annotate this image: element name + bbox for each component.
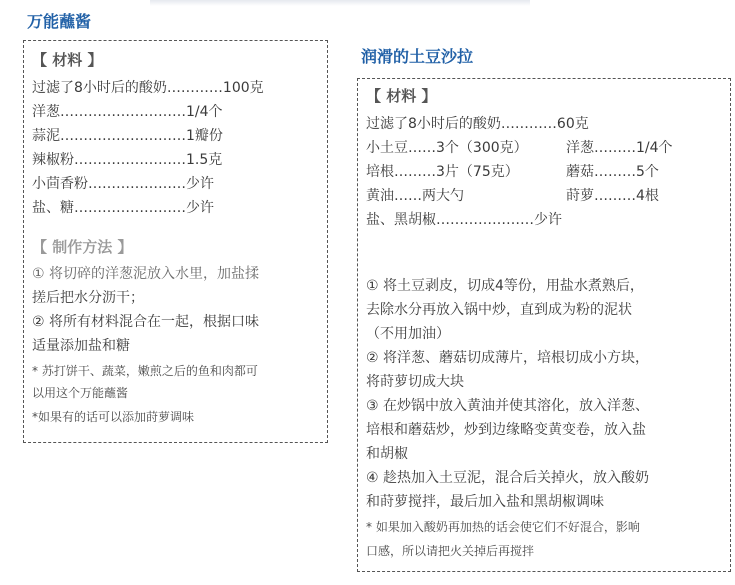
ingredient-row: 蒜泥………………………1瓣份: [32, 128, 223, 144]
left-ingredients-header: 【 材料 】: [32, 51, 103, 69]
method-step-line: 培根和蘑菇炒，炒到边缘略变黄变卷，放入盐: [366, 422, 646, 438]
note-line: * 苏打饼干、蔬菜，嫩煎之后的鱼和肉都可: [32, 364, 258, 378]
left-recipe-box: [23, 40, 328, 443]
ingredient-row: 辣椒粉……………………1.5克: [32, 152, 223, 168]
ingredient-row: 洋葱………1/4个: [566, 140, 673, 156]
ingredient-row: 盐、黑胡椒…………………少许: [366, 212, 562, 228]
method-step-line: ① 将切碎的洋葱泥放入水里，加盐揉: [32, 266, 260, 282]
ingredient-row: 蘑菇………5个: [566, 164, 659, 180]
top-shadow-bar: [150, 0, 530, 6]
ingredient-row: 洋葱………………………1/4个: [32, 104, 223, 120]
method-step-line: ③ 在炒锅中放入黄油并使其溶化，放入洋葱、: [366, 398, 649, 414]
ingredient-row: 莳萝………4根: [566, 188, 659, 204]
method-step-line: 将莳萝切成大块: [366, 374, 464, 390]
method-step-line: 和胡椒: [366, 446, 408, 462]
left-method-header: 【 制作方法 】: [32, 238, 133, 256]
method-step-line: 和莳萝搅拌，最后加入盐和黑胡椒调味: [366, 494, 604, 510]
note-line: *如果有的话可以添加莳萝调味: [32, 410, 195, 424]
method-step-line: 搓后把水分沥干；: [32, 290, 144, 306]
method-step-line: 适量添加盐和糖: [32, 338, 130, 354]
method-step-line: （不用加油）: [366, 326, 450, 342]
method-step-line: ② 将洋葱、蘑菇切成薄片，培根切成小方块，: [366, 350, 649, 366]
method-step-line: ④ 趁热加入土豆泥，混合后关掉火，放入酸奶: [366, 470, 649, 486]
ingredient-row: 培根………3片（75克）: [366, 164, 519, 180]
note-line: 口感，所以请把火关掉后再搅拌: [366, 544, 535, 558]
note-line: * 如果加入酸奶再加热的话会使它们不好混合，影响: [366, 520, 640, 534]
ingredient-row: 黄油……两大勺: [366, 188, 464, 204]
method-step-line: ① 将土豆剥皮，切成4等份，用盐水煮熟后，: [366, 278, 644, 294]
right-recipe-title: 润滑的土豆沙拉: [361, 47, 474, 66]
note-line: 以用这个万能蘸酱: [32, 386, 129, 400]
left-recipe-title: 万能蘸酱: [27, 12, 92, 31]
method-step-line: 去除水分再放入锅中炒，直到成为粉的泥状: [366, 302, 632, 318]
ingredient-row: 小茴香粉…………………少许: [32, 176, 214, 192]
method-step-line: ② 将所有材料混合在一起，根据口味: [32, 314, 260, 330]
right-ingredients-header: 【 材料 】: [366, 87, 437, 105]
right-recipe-box: [357, 78, 731, 572]
ingredient-row: 小土豆……3个（300克）: [366, 140, 528, 156]
ingredient-row: 过滤了8小时后的酸奶…………60克: [366, 116, 589, 132]
ingredient-row: 过滤了8小时后的酸奶…………100克: [32, 80, 264, 96]
ingredient-row: 盐、糖……………………少许: [32, 200, 214, 216]
